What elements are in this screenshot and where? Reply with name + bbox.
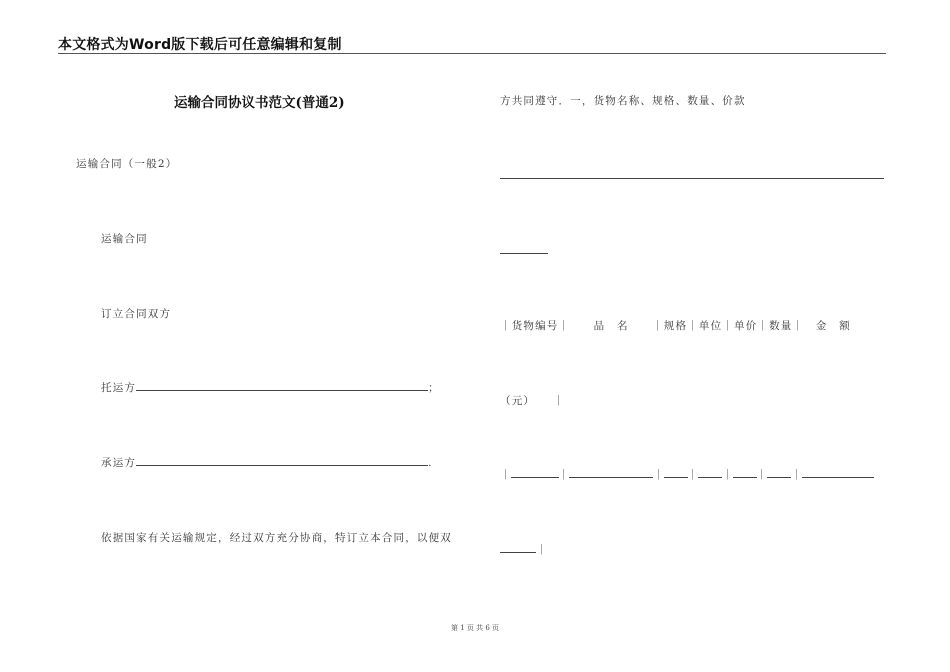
contract-heading: 运输合同 bbox=[101, 233, 148, 245]
cell-amount bbox=[802, 467, 874, 478]
table-sep: ｜ bbox=[653, 469, 664, 481]
table-sep: ｜ bbox=[500, 469, 511, 481]
document-title: 运输合同协议书范文(普通2) bbox=[174, 95, 345, 111]
fill-line-1 bbox=[500, 178, 884, 179]
carrier-label: 承运方 bbox=[101, 457, 137, 469]
cell-price bbox=[733, 467, 757, 478]
goods-table-row bbox=[500, 467, 874, 482]
table-sep: ｜ bbox=[791, 469, 802, 481]
cell-amount-cont bbox=[500, 542, 536, 553]
banner-divider bbox=[58, 53, 886, 54]
goods-table-header-cont: （元） ｜ bbox=[500, 395, 565, 407]
document-banner: 本文格式为Word版下载后可任意编辑和复制 bbox=[58, 37, 342, 53]
goods-table-header: ｜货物编号｜ 品 名 ｜规格｜单位｜单价｜数量｜ 金 额 bbox=[500, 320, 851, 332]
table-sep: ｜ bbox=[536, 544, 547, 556]
continuation-paragraph: 方共同遵守．一，货物名称、规格、数量、价款 bbox=[500, 95, 746, 107]
table-sep: ｜ bbox=[687, 469, 698, 481]
shipper-end: ； bbox=[428, 382, 440, 394]
shipper-line bbox=[101, 380, 440, 395]
cell-spec bbox=[664, 467, 688, 478]
cell-unit bbox=[698, 467, 722, 478]
carrier-end: . bbox=[428, 457, 433, 469]
agreement-paragraph: 依据国家有关运输规定，经过双方充分协商，特订立本合同，以便双 bbox=[101, 532, 452, 544]
page-number: 第 1 页 共 6 页 bbox=[450, 624, 500, 632]
carrier-blank bbox=[136, 455, 428, 466]
cell-qty bbox=[767, 467, 791, 478]
table-sep: ｜ bbox=[558, 469, 569, 481]
carrier-line bbox=[101, 455, 433, 470]
table-sep: ｜ bbox=[722, 469, 733, 481]
shipper-blank bbox=[136, 380, 428, 391]
shipper-label: 托运方 bbox=[101, 382, 137, 394]
table-sep: ｜ bbox=[756, 469, 767, 481]
parties-heading: 订立合同双方 bbox=[101, 308, 172, 320]
goods-table-row-cont bbox=[500, 542, 547, 557]
cell-goods-no bbox=[511, 467, 559, 478]
contract-subtitle: 运输合同（一般2） bbox=[76, 158, 178, 170]
cell-goods-name bbox=[569, 467, 653, 478]
fill-line-2 bbox=[500, 253, 548, 254]
